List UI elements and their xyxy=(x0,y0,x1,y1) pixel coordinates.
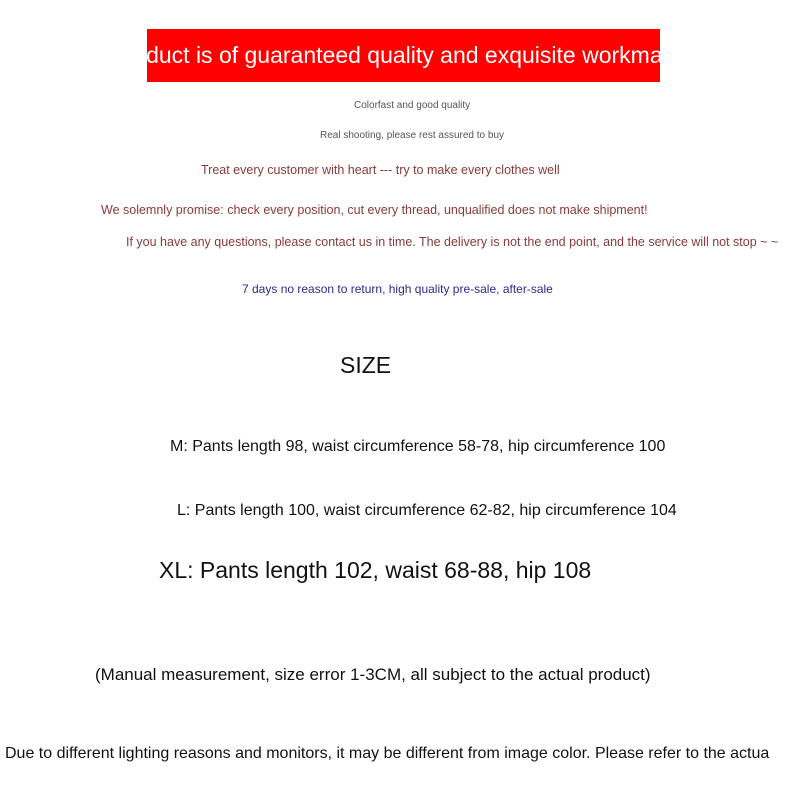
size-heading: SIZE xyxy=(340,352,392,378)
tagline-real-shooting: Real shooting, please rest assured to buy xyxy=(320,130,504,141)
color-disclaimer: Due to different lighting reasons and monitors, it may be different from image color. Please refer to the actua xyxy=(5,745,770,762)
tagline-colorfast: Colorfast and good quality xyxy=(354,100,471,111)
measurement-note: (Manual measurement, size error 1-3CM, all subject to the actual product) xyxy=(95,665,651,684)
tagline-questions: If you have any questions, please contact us in time. The delivery is not the end point, and the service will not stop ~ ~ xyxy=(126,235,779,249)
size-row-xl: XL: Pants length 102, waist 68-88, hip 108 xyxy=(159,557,592,583)
size-row-m: M: Pants length 98, waist circumference 58-78, hip circumference 100 xyxy=(170,438,666,455)
tagline-treat-customer: Treat every customer with heart --- try to make every clothes well xyxy=(201,163,560,177)
tagline-return-policy: 7 days no reason to return, high quality pre-sale, after-sale xyxy=(242,282,553,296)
size-row-l: L: Pants length 100, waist circumference 62-82, hip circumference 104 xyxy=(177,502,677,519)
tagline-promise: We solemnly promise: check every position, cut every thread, unqualified does not make shipment! xyxy=(101,203,648,217)
banner-headline: This product is of guaranteed quality and exquisite workmanship xyxy=(63,42,718,68)
